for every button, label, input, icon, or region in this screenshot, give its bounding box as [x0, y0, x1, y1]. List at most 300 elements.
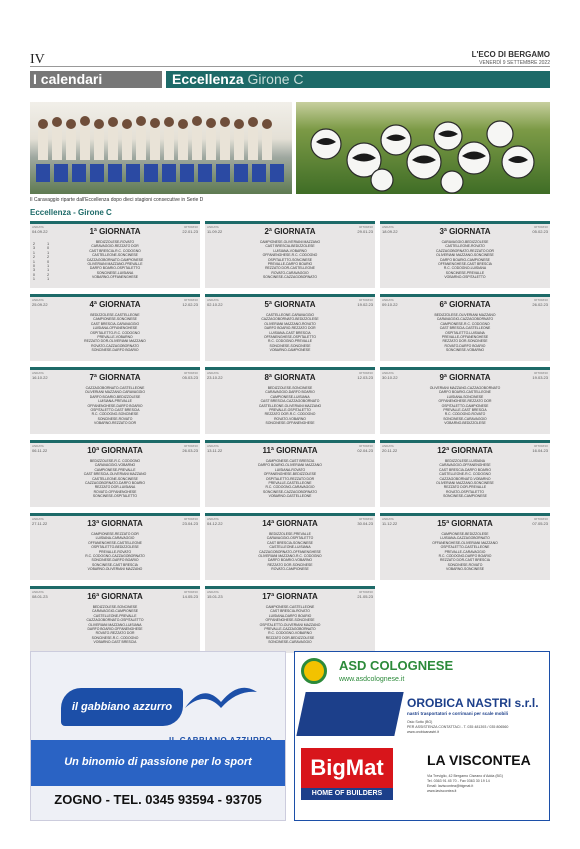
round-box [30, 367, 200, 434]
match-row: LUISIANA-VOBARNO [273, 248, 307, 253]
match-row: SONCINESE-CAST BRESCIA [92, 562, 138, 567]
orobica-contacts [407, 720, 508, 735]
andata-date: 30.10.22 [382, 375, 398, 380]
match-list [227, 386, 353, 426]
match-row: PREVALLE-OSPITALETTO [269, 408, 311, 413]
match-row: VOBARNO-CAMPIONESE [269, 348, 311, 353]
match-row: R.C. CODOGNO-LUISIANA [443, 266, 487, 271]
match-row: SONCINESE-PREVALLE [445, 270, 485, 275]
match-row: DARFO BOARIO-REZZATO DOR [264, 326, 316, 331]
ritorno-date: 23.04.23 [182, 521, 198, 526]
orobica-description: nastri trasportatori e corrimani per scale mobili [407, 711, 509, 716]
match-row: BEDIZZOLESE-R.C. CODOGNO [89, 459, 141, 463]
match-row: CAZZAGOBORNATO-DARFO BOARIO [85, 481, 145, 486]
round-title: 4ª GIORNATA [89, 300, 141, 309]
andata-date: 04.12.22 [207, 521, 223, 526]
match-row: CAST BRESCIA-SONCINESE [267, 540, 313, 545]
score-value: 2 [47, 272, 49, 277]
match-row: CAMPIONESE-CASTELLEONE [265, 605, 315, 609]
match-row: BEDIZZOLESE-SONCINESE [267, 386, 313, 390]
match-row: CAST BRESCIA-OLIVERIANI MAZZANO [83, 472, 147, 477]
score-value: 0 [33, 264, 35, 269]
round-box [30, 294, 200, 361]
match-row: CASTELLEONE-PREVALLE [93, 613, 137, 618]
match-row: REZZATO DOR-PREVALLE [443, 485, 487, 490]
match-row: OLIVERIANI MAZZANO-R.C. CODOGNO [258, 554, 322, 559]
match-row: SONCINESE-CARAVAGGIO [443, 416, 487, 421]
round-title: 17ª GIORNATA [262, 592, 318, 601]
ritorno-date: 19.02.23 [357, 302, 373, 307]
match-row: VOBARNO-OFFANENGHESE [92, 275, 138, 280]
andata-label: ANDATA [32, 517, 44, 521]
match-row: LUISIANA-CAZZAGOBORNATO [440, 536, 490, 541]
match-row: SONCINESE-CARAVAGGIO [268, 640, 312, 645]
match-row: BEDIZZOLESE-CASTELLEONE [90, 313, 140, 317]
match-row: OFFANENGHESE-SONCINESE [265, 618, 315, 623]
andata-date: 23.10.22 [207, 375, 223, 380]
orobica-website[interactable]: www.orobicanastri.it [407, 730, 439, 734]
round-box [205, 294, 375, 361]
viscontea-address: Via Treviglio, 42 Bergamo Ciseano d'Adda (BG) [427, 774, 503, 778]
ritorno-label: RITORNO [184, 225, 198, 229]
match-list [52, 459, 178, 499]
round-title: 15ª GIORNATA [437, 519, 493, 528]
match-row: REZZATO DOR-LUISIANA [94, 485, 136, 490]
round-box [205, 221, 375, 288]
round-title: 16ª GIORNATA [87, 592, 143, 601]
match-list [227, 240, 353, 280]
masthead [472, 50, 550, 66]
match-row: CAST BRESCIA-CAZZAGOBORNATO [260, 399, 320, 404]
andata-date: 08.01.23 [32, 594, 48, 599]
andata-label: ANDATA [382, 298, 394, 302]
league-title [166, 71, 550, 88]
balls-photo-illustration [296, 102, 550, 194]
ritorno-label: RITORNO [359, 517, 373, 521]
match-row: SONCINESE-OSPITALETTO [92, 494, 138, 499]
match-list [402, 459, 528, 499]
match-row: REZZATO DOR-R.C. CODOGNO [264, 412, 316, 417]
gabbiano-slogan: Un binomio di passione per lo sport [64, 756, 252, 768]
round-box [380, 513, 550, 580]
match-row: ROVATO-CAZZAGOBORNATO [91, 343, 139, 348]
ritorno-label: RITORNO [359, 590, 373, 594]
match-row: ROVATO-REZZATO DOR [95, 631, 135, 636]
match-row: LUISIANA-PREVALLE [98, 399, 132, 404]
round-title: 10ª GIORNATA [87, 446, 143, 455]
orobica-assistance: PER ASSISTENZA CONTATTACI - T. 035 481393 / 035 806560 [407, 725, 509, 729]
match-row: CARAVAGGIO-OFFANENGHESE [439, 463, 491, 468]
match-row: CAST BRESCIA-CASTELLEONE [439, 326, 491, 331]
match-row: OLIVERIANI MAZZANO-LUISIANA [88, 622, 142, 627]
match-row: OFFANENGHESE-CAST BRESCIA [438, 262, 492, 267]
match-row: VOBARNO-SONCINESE [445, 567, 485, 572]
match-row: VOBARNO-CASTELLEONE [268, 494, 312, 499]
round-title: 6ª GIORNATA [439, 300, 491, 309]
match-row: BEDIZZOLESE-SONCINESE [92, 605, 138, 609]
match-row: BEDIZZOLESE-PREVALLE [269, 532, 311, 536]
andata-date: 02.10.22 [207, 302, 223, 307]
round-box [30, 440, 200, 507]
andata-date: 09.10.22 [382, 302, 398, 307]
match-row: DARFO BOARIO-CAMPIONESE [440, 257, 490, 262]
round-title: 7ª GIORNATA [89, 373, 141, 382]
match-row: SONCINESE-CAZZAGOBORNATO [263, 275, 317, 280]
match-row: R.C. CODOGNO-ROVATO [444, 412, 486, 417]
match-row: OFFANENGHESE-BEDIZZOLESE [263, 472, 317, 477]
score-value: 2 [33, 255, 35, 260]
match-row: ROVATO-OSPITALETTO [446, 489, 484, 494]
colognese-name: ASD COLOGNESE [339, 658, 454, 673]
match-row: REZZATO DOR-SONCINESE [267, 562, 313, 567]
andata-label: ANDATA [207, 225, 219, 229]
match-row: OSPITALETTO-CAST BRESCIA [90, 408, 140, 413]
photo-caption: Il Caravaggio riparte dall'Eccellenza dopo dieci stagioni consecutive in Serie D [30, 197, 204, 203]
match-row: CASTELLEONE-SONCINESE [92, 253, 138, 258]
match-row: CAMPIONESE-SONCINESE [93, 317, 137, 322]
score-value: 1 [47, 277, 49, 282]
match-row: CAZZAGOBORNATO-CASTELLEONE [85, 386, 145, 390]
match-row: CAMPIONESE-R.C. CODOGNO [440, 321, 490, 326]
match-row: CARAVAGGIO-REZZATO DOR [91, 244, 139, 249]
match-row: SONCINESE-R.C. CODOGNO [91, 635, 139, 640]
match-row: SONCINESE-DARFO BOARIO [91, 558, 139, 563]
match-row: REZZATO DOR-CASTELLEONE [265, 266, 315, 271]
match-row: CARAVAGGIO-VOBARNO [94, 463, 136, 468]
ritorno-label: RITORNO [534, 517, 548, 521]
andata-label: ANDATA [382, 444, 394, 448]
round-box [380, 440, 550, 507]
match-row: BEDIZZOLESE-OLIVERIANI MAZZANO [434, 313, 496, 317]
match-row: CASTELLEONE-LUISIANA [269, 545, 311, 550]
andata-date: 20.11.22 [382, 448, 398, 453]
viscontea-website[interactable]: www.laviscontea.it [427, 789, 457, 793]
match-row: CAMPIONESE-PREVALLE [94, 467, 136, 472]
section-bar [30, 71, 550, 88]
match-row: PREVALLE-ROVATO [98, 549, 132, 554]
ritorno-date: 26.02.23 [532, 302, 548, 307]
score-value: 0 [47, 259, 49, 264]
score-value: 1 [33, 250, 35, 255]
match-row: CAMPIONESE-REZZATO DOR [91, 532, 139, 536]
match-row: PREVALLE-VOBARNO [97, 335, 133, 340]
andata-date: 06.11.22 [32, 448, 48, 453]
match-row: OFFANENGHESE-R.C. CODOGNO [262, 253, 318, 258]
match-row: OFFANENGHESE-OSPITALETTO [263, 335, 317, 340]
andata-label: ANDATA [207, 517, 219, 521]
match-row: DARFO BOARIO-OFFANENGHESE [87, 627, 143, 632]
andata-label: ANDATA [207, 371, 219, 375]
round-title: 3ª GIORNATA [439, 227, 491, 236]
match-list [227, 605, 353, 645]
round-title: 8ª GIORNATA [264, 373, 316, 382]
match-row: DARFO BOARIO-OSPITALETTO [89, 266, 141, 271]
league-name: Eccellenza [172, 71, 244, 87]
match-list [227, 532, 353, 572]
ritorno-label: RITORNO [359, 298, 373, 302]
match-row: CAMPIONESE-OLIVERIANI MAZZANO [259, 240, 321, 244]
score-value: 1 [47, 264, 49, 269]
header-rule [30, 66, 550, 67]
match-list [227, 459, 353, 499]
andata-label: ANDATA [32, 590, 44, 594]
match-row: ROVATO-CARAVAGGIO [271, 270, 309, 275]
match-row: DARFO BOARIO-CASTELLEONE [439, 390, 491, 395]
match-list [402, 240, 528, 280]
section-title: I calendari [30, 71, 162, 88]
match-row: CAZZAGOBORNATO-VOBARNO [439, 476, 491, 481]
andata-date: 25.09.22 [32, 302, 48, 307]
round-box [380, 294, 550, 361]
match-row: CAZZAGOBORNATO-REZZATO DOR [436, 248, 494, 253]
round-box [30, 586, 200, 653]
match-row: LUISIANA-SONCINESE [446, 394, 484, 399]
match-list [52, 240, 178, 280]
andata-label: ANDATA [382, 517, 394, 521]
match-row: CARAVAGGIO-CAMPIONESE [91, 609, 139, 614]
match-row: LUISIANA-OFFANENGHESE [92, 326, 138, 331]
round-title: 11ª GIORNATA [262, 446, 318, 455]
match-row: LUISIANA-DARFO BOARIO [268, 613, 312, 618]
andata-date: 11.09.22 [207, 229, 223, 234]
match-row: PREVALLE-DARFO BOARIO [267, 262, 313, 267]
round-box [205, 367, 375, 434]
match-row: ROVATO-OFFANENGHESE [93, 489, 137, 494]
match-row: SONCINESE-CAMPIONESE [443, 494, 487, 499]
bigmat-logo: BigMat [301, 748, 393, 788]
match-row: VOBARNO-OLIVERIANI MAZZANO [87, 567, 143, 572]
match-row: CAMPIONESE-LUISIANA [270, 394, 310, 399]
match-row: CARAVAGGIO-OSPITALETTO [266, 536, 314, 541]
orobica-name: OROBICA NASTRI s.r.l. [407, 696, 539, 710]
score-value: 1 [47, 268, 49, 273]
ritorno-date: 12.02.23 [182, 302, 198, 307]
match-row: SONCINESE-DARFO BOARIO [91, 348, 139, 353]
match-row: CAST BRESCIA-DARFO BOARIO [439, 467, 491, 472]
score-value: 2 [33, 242, 35, 246]
ritorno-label: RITORNO [184, 444, 198, 448]
ritorno-label: RITORNO [359, 444, 373, 448]
match-row: CASTELLEONE-ROVATO [445, 244, 485, 249]
match-row: REZZATO DOR-CAST BRESCIA [440, 558, 490, 563]
match-row: CASTELLEONE-OLIVERIANI MAZZANO [258, 403, 322, 408]
ritorno-label: RITORNO [359, 225, 373, 229]
viscontea-phone: Tel. 0363 91 45 70 - Fax 0363 30 19 14 [427, 779, 490, 783]
ritorno-date: 07.05.23 [532, 521, 548, 526]
viscontea-contacts [427, 774, 503, 794]
match-row: OLIVERIANI MAZZANO-CAZZAGOBORNATO [429, 386, 501, 390]
gabbiano-azzurro-ad[interactable] [30, 651, 286, 821]
match-row: R.C. CODOGNO-CARAVAGGIO [265, 485, 315, 490]
score-column [33, 242, 49, 282]
ritorno-label: RITORNO [534, 225, 548, 229]
orobica-logo-icon [296, 692, 403, 736]
viscontea-email[interactable]: Email: laviscontea@bigmat.it [427, 784, 474, 788]
match-row: VOBARNO-OSPITALETTO [444, 275, 486, 280]
page-number: IV [30, 52, 45, 67]
match-list [402, 386, 528, 426]
andata-date: 16.10.22 [32, 375, 48, 380]
match-row: REZZATO DOR-BEDIZZOLESE [265, 635, 315, 640]
andata-label: ANDATA [382, 371, 394, 375]
match-list [52, 605, 178, 645]
match-row: BEDIZZOLESE-LUISIANA [445, 459, 485, 463]
match-row: OFFANENGHESE-OLIVERIANI MAZZANO [432, 540, 498, 545]
ritorno-label: RITORNO [359, 371, 373, 375]
bigmat-tagline: HOME OF BUILDERS [301, 788, 393, 800]
andata-date: 15.01.23 [207, 594, 223, 599]
match-list [52, 313, 178, 353]
match-row: CAST BRESCIA-CARAVAGGIO [90, 321, 140, 326]
round-title: 1ª GIORNATA [89, 227, 141, 236]
match-row: CAZZAGOBORNATO-BEDIZZOLESE [261, 317, 319, 322]
match-row: R.C. CODOGNO-DARFO BOARIO [438, 554, 492, 559]
round-title: 13ª GIORNATA [87, 519, 143, 528]
match-row: LUISIANA-CARAVAGGIO [95, 536, 135, 541]
andata-label: ANDATA [207, 590, 219, 594]
andata-label: ANDATA [382, 225, 394, 229]
match-list [52, 386, 178, 426]
sponsors-ad [294, 651, 550, 821]
colognese-website[interactable]: www.asdcolognese.it [339, 676, 405, 683]
match-row: OLIVERIANI MAZZANO-CARAVAGGIO [85, 390, 145, 395]
match-row: CAZZAGOBORNATO-OSPITALETTO [86, 618, 144, 623]
round-title: 2ª GIORNATA [264, 227, 316, 236]
issue-date: VENERDÌ 9 SETTEMBRE 2022 [479, 60, 550, 66]
andata-label: ANDATA [32, 444, 44, 448]
round-box [380, 367, 550, 434]
gabbiano-phone: ZOGNO - TEL. 0345 93594 - 93705 [54, 792, 262, 807]
andata-label: ANDATA [32, 298, 44, 302]
match-row: OLIVERIANI MAZZANO-PREVALLE [87, 262, 143, 267]
team-photo-illustration [30, 102, 292, 194]
score-row [33, 277, 49, 281]
round-title: 5ª GIORNATA [264, 300, 316, 309]
match-row: OSPITALETTO-CASTELLEONE [440, 545, 490, 550]
gabbiano-logo-card: il gabbiano azzurro [61, 688, 183, 726]
ritorno-label: RITORNO [534, 371, 548, 375]
round-title: 12ª GIORNATA [437, 446, 493, 455]
round-title: 9ª GIORNATA [439, 373, 491, 382]
ritorno-date: 14.05.23 [182, 594, 198, 599]
match-row: SONCINESE-ROVATO [447, 562, 483, 567]
ritorno-date: 12.03.23 [357, 375, 373, 380]
andata-label: ANDATA [32, 225, 44, 229]
match-row: OFFANENGHESE-DARFO BOARIO [87, 403, 143, 408]
ritorno-date: 22.01.23 [182, 229, 198, 234]
viscontea-name: LA VISCONTEA [427, 752, 531, 768]
round-title: 14ª GIORNATA [262, 519, 318, 528]
score-value: 3 [33, 246, 35, 251]
match-row: VOBARNO-REZZATO DOR [93, 421, 137, 426]
match-row: R.C. CODOGNO-PREVALLE [267, 339, 313, 344]
match-list [227, 313, 353, 353]
andata-date: 27.11.22 [32, 521, 48, 526]
match-row: SONCINESE-SONCINESE [269, 343, 311, 348]
match-row: OFFANENGHESE-CASTELLEONE [88, 540, 142, 545]
match-row: CAST BRESCIA-BEDIZZOLESE [265, 244, 315, 249]
match-list [52, 532, 178, 572]
ritorno-date: 05.02.23 [532, 229, 548, 234]
ritorno-label: RITORNO [184, 298, 198, 302]
score-value: 1 [33, 277, 35, 282]
match-row: LUISIANA-CAST BRESCIA [269, 330, 311, 335]
match-row: DARFO BOARIO-BEDIZZOLESE [89, 394, 141, 399]
match-row: PREVALLE-CAST BRESCIA [443, 408, 487, 413]
round-box [380, 221, 550, 288]
match-row: DARFO BOARIO-OLIVERIANI MAZZANO [258, 463, 322, 468]
match-row: OSPITALETTO-CAMPIONESE [441, 403, 489, 408]
balls-photo [296, 102, 550, 194]
score-value: 0 [33, 272, 35, 277]
match-row: SONCINESE-LUISIANA [96, 270, 134, 275]
match-row: CAST BRESCIA-ROVATO [270, 609, 310, 614]
match-row: R.C. CODOGNO-SONCINESE [91, 412, 139, 417]
match-row: CAZZAGOBORNATO-CAMPIONESE [86, 257, 144, 262]
match-row: OSPITALETTO-REZZATO DOR [265, 476, 315, 481]
score-value: 1 [33, 259, 35, 264]
colognese-crest-icon [301, 658, 327, 684]
ritorno-date: 26.03.23 [182, 448, 198, 453]
match-row: OSPITALETTO-OLIVERIANI MAZZANO [259, 622, 321, 627]
match-row: SONCINESE-ROVATO [97, 416, 133, 421]
match-row: CARAVAGGIO-BEDIZZOLESE [441, 240, 489, 244]
match-row: CARAVAGGIO-CAZZAGOBORNATO [436, 317, 494, 322]
andata-label: ANDATA [207, 298, 219, 302]
match-row: CAST BRESCIA-R.C. CODOGNO [89, 248, 141, 253]
match-row: SONCINESE-CAZZAGOBORNATO [263, 489, 317, 494]
andata-date: 04.09.22 [32, 229, 48, 234]
score-value: 3 [33, 268, 35, 273]
score-value: 2 [47, 255, 49, 260]
orobica-address: Osio Sotto (BG) [407, 720, 433, 724]
ritorno-date: 05.03.23 [182, 375, 198, 380]
match-row: DARFO BOARIO-VOBARNO [267, 558, 313, 563]
ritorno-label: RITORNO [184, 371, 198, 375]
match-row: OSPITALETTO-SONCINESE [267, 257, 313, 262]
match-row: CASTELLEONE-CARAVAGGIO [265, 313, 315, 317]
match-list [402, 532, 528, 572]
match-row: SONCINESE-OFFANENGHESE [265, 421, 315, 426]
match-row: PREVALLE-CASTELLEONE [268, 481, 312, 486]
round-box [30, 513, 200, 580]
ritorno-date: 30.04.23 [357, 521, 373, 526]
ritorno-date: 19.03.23 [532, 375, 548, 380]
match-row: OLIVERIANI MAZZANO-SONCINESE [436, 481, 494, 486]
match-row: R.C. CODOGNO-VOBARNO [268, 631, 312, 636]
match-row: ROVATO-CAMPIONESE [271, 567, 309, 572]
match-row: R.C. CODOGNO-CAZZAGOBORNATO [85, 554, 145, 559]
match-row: CASTELLEONE-SONCINESE [92, 476, 138, 481]
match-row: VOBARNO-CAST BRESCIA [93, 640, 137, 645]
ritorno-date: 16.04.23 [532, 448, 548, 453]
score-value: 1 [47, 250, 49, 255]
team-photo [30, 102, 292, 194]
ritorno-date: 21.05.23 [357, 594, 373, 599]
match-row: CAMPIONESE-CAST BRESCIA [265, 459, 315, 463]
match-row: REZZATO DOR-OLIVERIANI MAZZANO [84, 339, 146, 344]
seagull-icon [181, 680, 261, 720]
match-row: SONCINESE-VOBARNO [445, 348, 485, 353]
match-row: OSPITALETTO-BEDIZZOLESE [91, 545, 139, 550]
match-row: BEDIZZOLESE-ROVATO [95, 240, 135, 244]
newspaper-name: L'ECO DI BERGAMO [471, 50, 550, 59]
match-row: OLIVERIANI MAZZANO-ROVATO [264, 321, 316, 326]
match-row: CARAVAGGIO-DARFO BOARIO [265, 390, 315, 395]
ritorno-label: RITORNO [184, 517, 198, 521]
match-row: REZZATO DOR-SONCINESE [442, 339, 488, 344]
ritorno-label: RITORNO [534, 298, 548, 302]
